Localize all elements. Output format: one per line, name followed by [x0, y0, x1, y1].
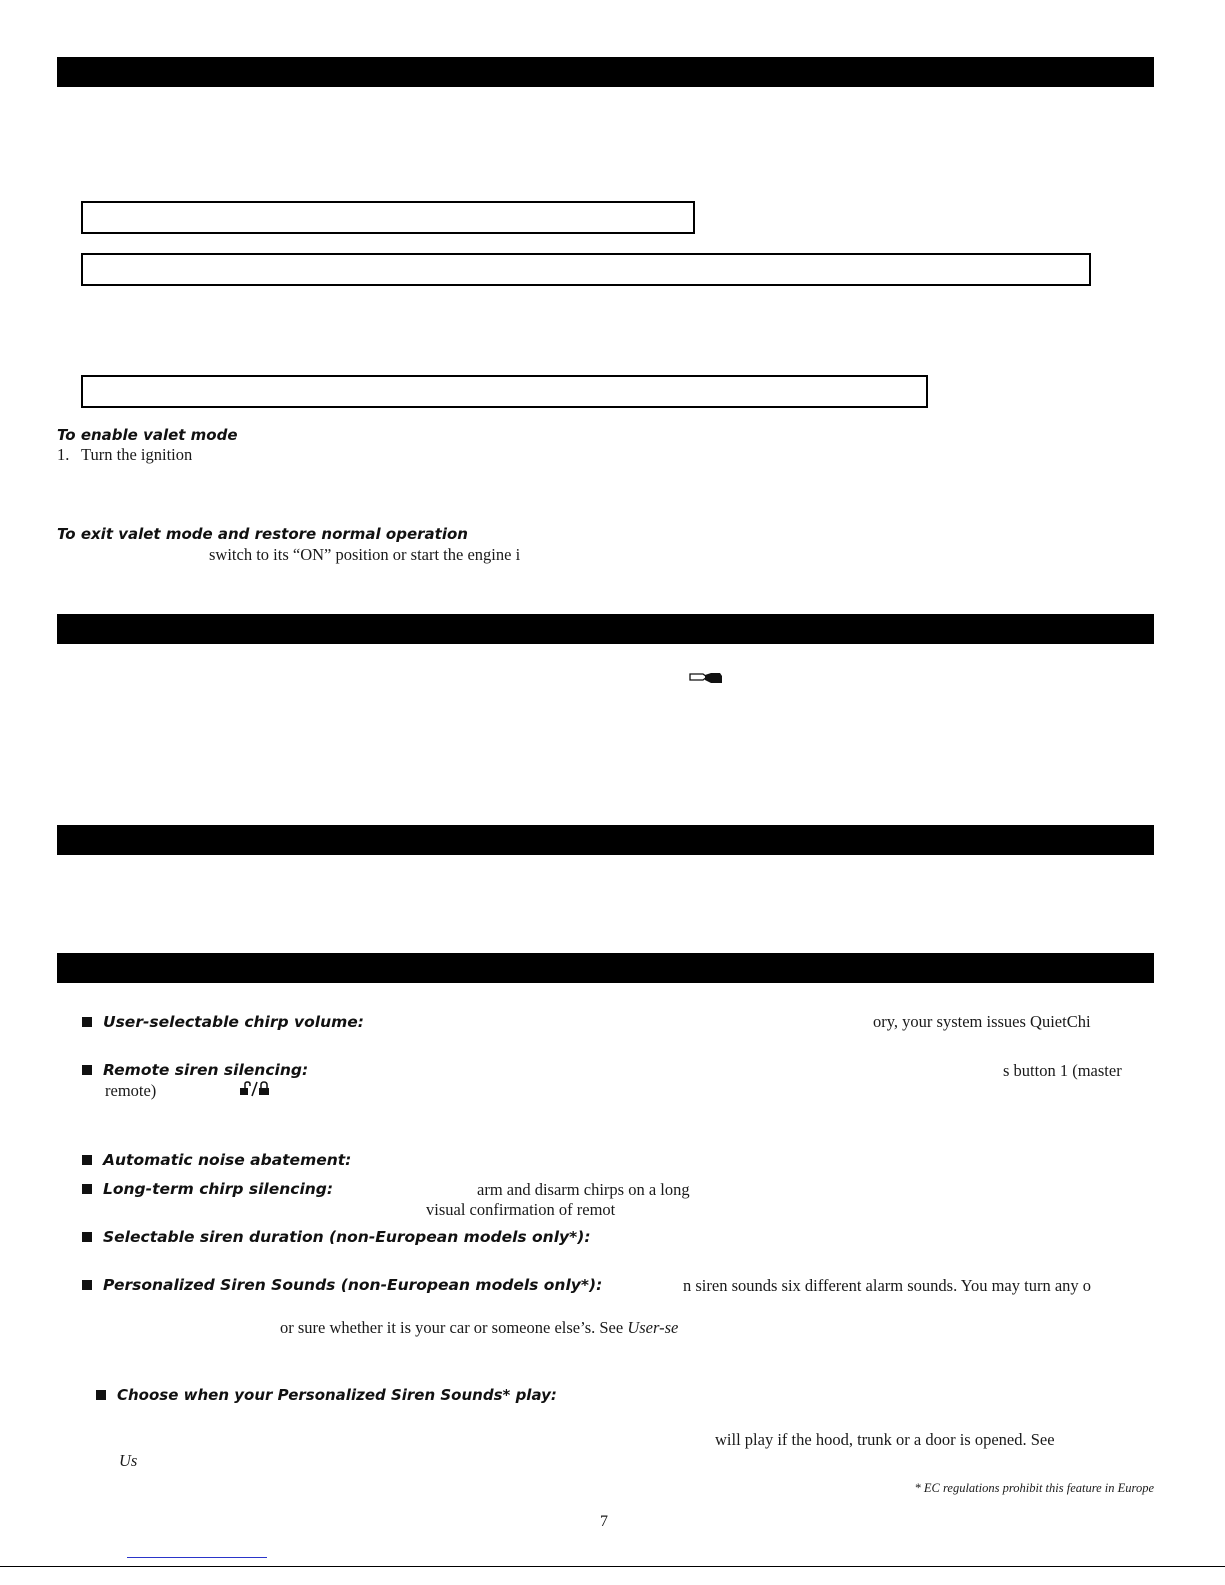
square-bullet-icon [82, 1155, 92, 1165]
bottom-rule [0, 1566, 1225, 1567]
exit-valet-text: switch to its “ON” position or start the engine i [209, 545, 521, 564]
square-bullet-icon [82, 1280, 92, 1290]
choose-siren-text: will play if the hood, trunk or a door is opened. See [715, 1430, 1055, 1449]
enable-valet-heading: To enable valet mode [57, 426, 238, 444]
pointing-hand-icon [689, 671, 723, 685]
siren-silencing-label: Remote siren silencing: [103, 1061, 309, 1079]
square-bullet-icon [82, 1017, 92, 1027]
exit-valet-heading: To exit valet mode and restore normal operation [57, 525, 468, 543]
step-1-text: Turn the ignition [81, 445, 193, 464]
siren-silencing-text-2: remote) [105, 1081, 157, 1100]
siren-sounds-text: n siren sounds six different alarm sounds. You may turn any o [683, 1276, 1092, 1295]
chirp-silencing-text: arm and disarm chirps on a long [477, 1180, 690, 1199]
siren-sounds-text-2: or sure whether it is your car or someone else’s. See User-se [280, 1318, 679, 1337]
callout-box-3 [81, 375, 928, 408]
chirp-silencing-text-2: visual confirmation of remot [426, 1200, 616, 1219]
square-bullet-icon [82, 1184, 92, 1194]
chirp-silencing-label: Long-term chirp silencing: [103, 1180, 334, 1198]
square-bullet-icon [96, 1390, 106, 1400]
page-number: 7 [600, 1513, 608, 1530]
callout-box-2 [81, 253, 1091, 286]
siren-duration-label: Selectable siren duration (non-European models only*): [103, 1228, 591, 1246]
choose-siren-label: Choose when your Personalized Siren Sounds* play: [117, 1386, 557, 1404]
lock-unlock-icon [239, 1081, 271, 1097]
siren-sounds-label: Personalized Siren Sounds (non-European models only*): [103, 1276, 603, 1294]
section-header-bar-3 [57, 825, 1154, 855]
choose-siren-text-2: Us [119, 1451, 138, 1470]
link-underline[interactable] [127, 1557, 267, 1558]
section-header-bar-4 [57, 953, 1154, 983]
chirp-volume-text: ory, your system issues QuietChi [873, 1012, 1091, 1031]
section-header-bar-1 [57, 57, 1154, 87]
step-1-number: 1. [57, 445, 70, 464]
footnote: * EC regulations prohibit this feature in Europe [914, 1481, 1154, 1495]
square-bullet-icon [82, 1232, 92, 1242]
chirp-volume-label: User-selectable chirp volume: [103, 1013, 364, 1031]
noise-abatement-label: Automatic noise abatement: [103, 1151, 352, 1169]
siren-silencing-text: s button 1 (master [1003, 1061, 1122, 1080]
callout-box-1 [81, 201, 695, 234]
square-bullet-icon [82, 1065, 92, 1075]
section-header-bar-2 [57, 614, 1154, 644]
